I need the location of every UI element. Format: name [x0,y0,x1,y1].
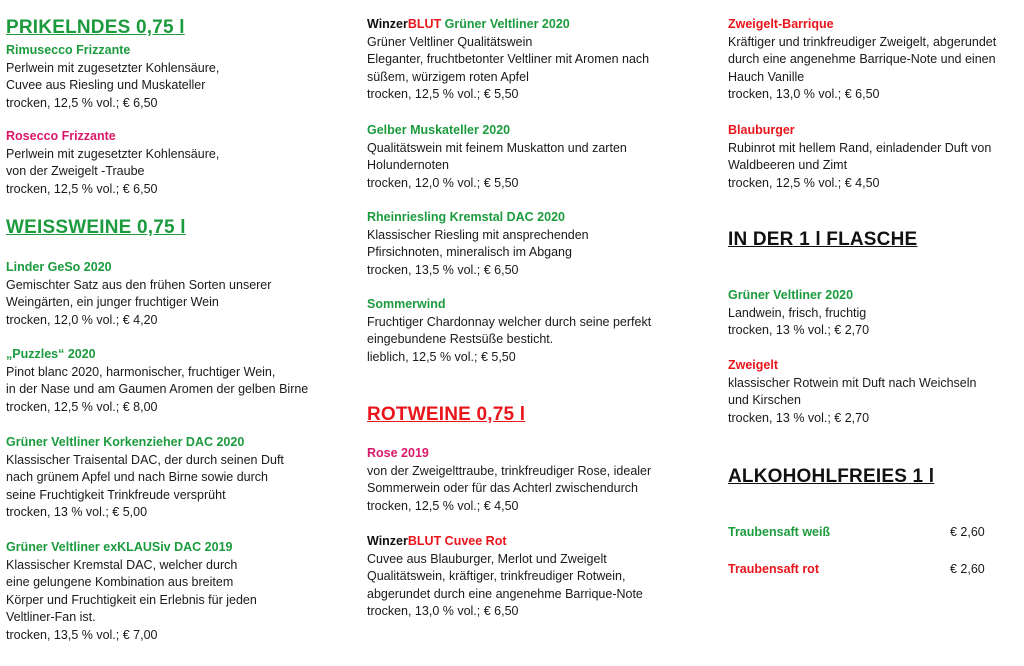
wine-name: Rose 2019 [367,446,429,460]
wine-price: trocken, 12,5 % vol.; € 5,50 [367,87,519,101]
wine-name: Blauburger [728,123,795,137]
wine-desc: Cuvee aus Blauburger, Merlot und Zweigelt [367,551,607,566]
wine-price: trocken, 12,5 % vol.; € 4,50 [367,498,519,513]
wine-desc: Cuvee aus Riesling und Muskateller [6,78,206,92]
wine-zweigelt-barrique [728,16,996,104]
wine-desc: Klassischer Kremstal DAC, welcher durch [6,557,238,572]
wine-desc: Klassischer Traisental DAC, der durch seinen Duft [6,452,284,467]
wine-blauburger [728,122,991,192]
wine-desc: Grüner Veltliner Qualitätswein [367,34,533,49]
wine-name [367,16,649,34]
wine-name: Zweigelt [728,358,779,372]
wine-rosecco [6,128,219,198]
wine-rheinriesling [367,209,589,279]
wine-price: trocken, 13 % vol.; € 5,00 [6,505,148,519]
wine-price: trocken, 13,0 % vol.; € 6,50 [367,604,519,618]
wine-desc: nach grünem Apfel und nach Birne sowie durch [6,470,268,484]
wine-desc: Perlwein mit zugesetzter Kohlensäure, [6,146,220,161]
wine-desc: seine Fruchtigkeit Trinkfreude versprüht [6,487,226,502]
juice-price-red: € 2,60 [950,562,985,576]
wine-desc: abgerundet durch eine angenehme Barrique-Note [367,586,643,601]
wine-desc: Pinot blanc 2020, harmonischer, fruchtiger Wein, [6,364,276,379]
wine-exklausiv [6,539,257,644]
wine-korkenzieher [6,434,284,522]
wine-desc: Holundernoten [367,158,450,172]
wine-name: Grüner Veltliner Korkenzieher DAC 2020 [6,435,245,449]
wine-name [367,533,643,551]
wine-name: „Puzzles“ 2020 [6,347,96,361]
wine-desc: klassischer Rotwein mit Duft nach Weichseln [728,375,977,390]
wine-price: trocken, 12,5 % vol.; € 6,50 [6,181,158,196]
wine-desc: Qualitätswein, kräftiger, trinkfreudiger Rotwein, [367,569,626,583]
wine-desc: Perlwein mit zugesetzter Kohlensäure, [6,60,220,75]
wine-desc: Qualitätswein mit feinem Muskatton und zarten [367,140,627,155]
wine-price: trocken, 12,5 % vol.; € 6,50 [6,95,158,110]
wine-desc: durch eine angenehme Barrique-Note und einen [728,52,996,66]
wine-name: Rimusecco Frizzante [6,43,131,57]
wine-desc: von der Zweigelttraube, trinkfreudiger Rose, idealer [367,463,652,478]
wine-desc: Fruchtiger Chardonnay welcher durch seine perfekt [367,314,652,329]
wine-price: trocken, 12,0 % vol.; € 5,50 [367,175,519,190]
wine-desc: Landwein, frisch, fruchtig [728,305,867,320]
wine-desc: Körper und Fruchtigkeit ein Erlebnis für jeden [6,592,257,607]
section-title-alkoholfrei: ALKOHOHLFREIES 1 l [728,466,935,487]
wine-name: Linder GeSo 2020 [6,260,112,274]
juice-name-white: Traubensaft weiß [728,525,831,539]
wine-price: trocken, 12,5 % vol.; € 8,00 [6,399,158,414]
wine-name-highlight: BLUT [407,17,442,31]
wine-name: Rosecco Frizzante [6,129,116,143]
wine-sommerwind [367,296,651,366]
wine-desc: Hauch Vanille [728,69,805,84]
wine-desc: von der Zweigelt -Traube [6,164,145,178]
wine-name: Zweigelt-Barrique [728,17,834,31]
juice-price-white: € 2,60 [950,525,985,539]
section-title-prickelndes: PRIKELNDES 0,75 l [6,17,185,38]
section-title-flasche: IN DER 1 l FLASCHE [728,229,918,250]
wine-desc: Pfirsichnoten, mineralisch im Abgang [367,245,572,259]
wine-desc: Gemischter Satz aus den frühen Sorten unserer [6,277,272,292]
wine-muskateller [367,122,627,192]
wine-name-prefix: Winzer [367,17,408,31]
wine-name: Grüner Veltliner 2020 [728,288,854,302]
juice-name-red: Traubensaft rot [728,562,819,576]
wine-price: trocken, 13 % vol.; € 2,70 [728,410,870,425]
wine-rimusecco [6,42,219,112]
wine-price: trocken, 12,5 % vol.; € 4,50 [728,175,880,190]
wine-price: trocken, 13,5 % vol.; € 7,00 [6,627,158,642]
wine-name-highlight: BLUT [407,534,442,548]
wine-winzerblut-gv [367,16,649,104]
wine-name: Gelber Muskateller 2020 [367,123,511,137]
wine-desc: Weingärten, ein junger fruchtiger Wein [6,295,219,309]
wine-linder [6,259,271,329]
wine-desc: eine gelungene Kombination aus breitem [6,575,234,589]
wine-desc: Veltliner-Fan ist. [6,610,96,624]
wine-desc: süßem, würzigem roten Apfel [367,69,529,84]
wine-gv-liter [728,287,869,340]
wine-price: trocken, 13,5 % vol.; € 6,50 [367,262,519,277]
section-title-weissweine: WEISSWEINE 0,75 l [6,217,186,238]
wine-name-rest: Grüner Veltliner 2020 [441,17,570,31]
wine-price: trocken, 12,0 % vol.; € 4,20 [6,312,158,327]
wine-desc: und Kirschen [728,393,801,407]
wine-price: lieblich, 12,5 % vol.; € 5,50 [367,349,516,364]
wine-desc: Waldbeeren und Zimt [728,158,848,172]
wine-name: Sommerwind [367,297,446,311]
wine-name: Grüner Veltliner exKLAUSiv DAC 2019 [6,540,233,554]
wine-price: trocken, 13 % vol.; € 2,70 [728,323,870,337]
wine-desc: Eleganter, fruchtbetonter Veltliner mit Aromen nach [367,52,650,66]
wine-desc: eingebundene Restsüße besticht. [367,332,554,346]
wine-desc: Kräftiger und trinkfreudiger Zweigelt, abgerundet [728,34,997,49]
section-title-rotweine: ROTWEINE 0,75 l [367,404,526,425]
wine-desc: Rubinrot mit hellem Rand, einladender Duft von [728,140,992,155]
wine-name-rest: Cuvee Rot [441,534,507,548]
wine-name-prefix: Winzer [367,534,408,548]
wine-name: Rheinriesling Kremstal DAC 2020 [367,210,565,224]
wine-desc: Sommerwein oder für das Achterl zwischendurch [367,481,638,495]
wine-winzerblut-cuvee [367,533,643,621]
wine-puzzles [6,346,308,416]
wine-zweigelt-liter [728,357,976,427]
wine-rose [367,445,651,515]
wine-desc: Klassischer Riesling mit ansprechenden [367,227,589,242]
wine-desc: in der Nase und am Gaumen Aromen der gelben Birne [6,382,309,396]
wine-price: trocken, 13,0 % vol.; € 6,50 [728,87,880,101]
